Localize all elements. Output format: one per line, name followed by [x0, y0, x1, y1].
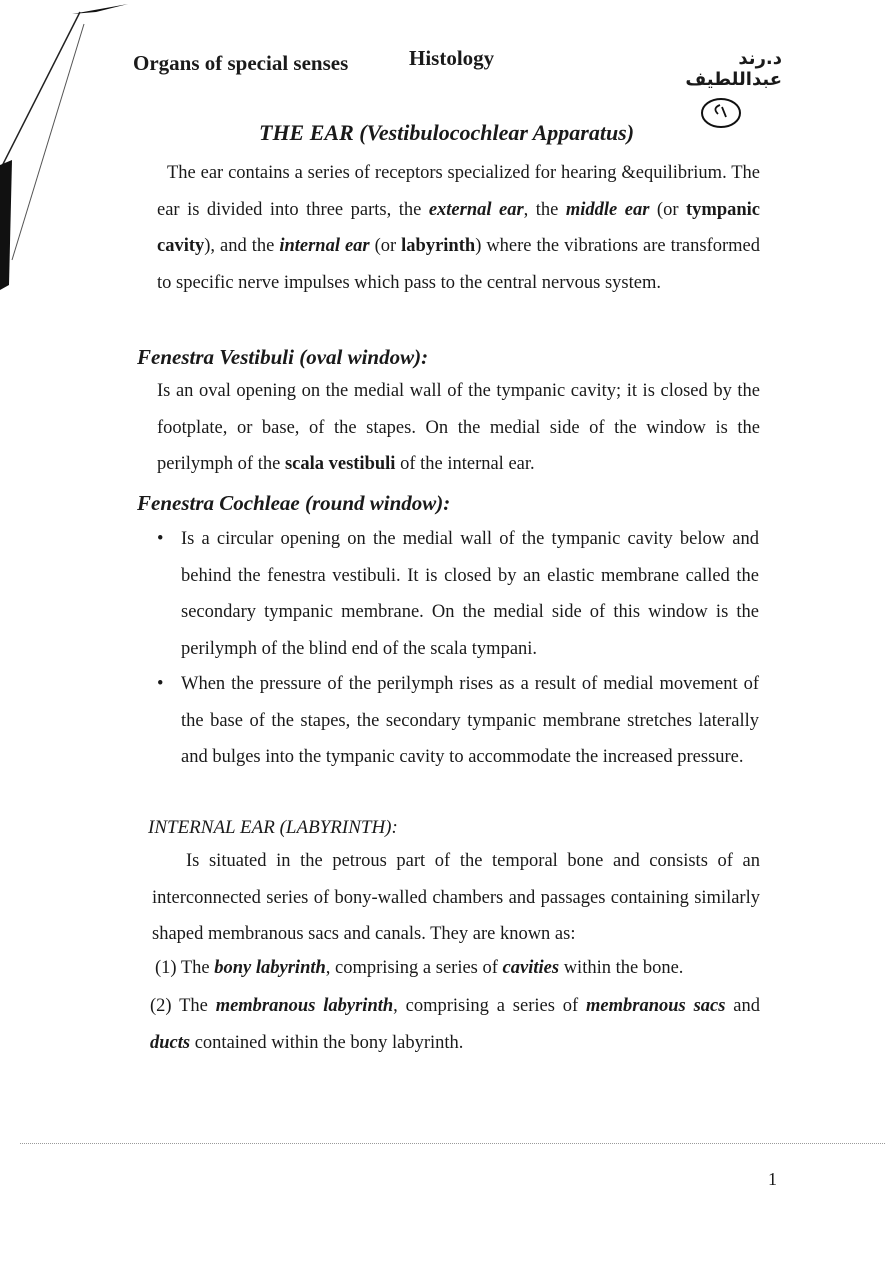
item-text: contained within the bony labyrinth.: [190, 1032, 464, 1053]
list-item-bony-labyrinth: [155, 958, 683, 979]
term-external-ear: external ear: [428, 199, 524, 220]
title-sub: Vestibulocochlear Apparatus: [366, 120, 627, 145]
title-main: THE EAR: [259, 120, 354, 145]
term-middle-ear: middle ear: [565, 199, 650, 220]
term-cavities: cavities: [502, 958, 560, 978]
heading-oval-window: Fenestra Vestibuli (oval window):: [137, 345, 429, 369]
item-text: , comprising a series of: [325, 958, 503, 978]
heading-round-window: Fenestra Cochleae (round window):: [137, 491, 451, 515]
intro-text: , the: [523, 199, 566, 220]
term-labyrinth: labyrinth: [401, 236, 476, 256]
oval-text: of the internal ear.: [395, 454, 535, 474]
intro-text: (or: [369, 236, 402, 256]
bullet-text: On the medial side of this window is the perilymph of the blind end of the: [181, 602, 759, 659]
term-tympanic-cavity: tympanic cavity: [157, 199, 760, 256]
bullet-icon: •: [157, 529, 164, 549]
round-window-bullet-1: [157, 521, 759, 667]
item-text: (2) The: [150, 996, 216, 1016]
oval-window-paragraph: [157, 373, 760, 483]
page-number: 1: [768, 1169, 777, 1189]
term-bony-labyrinth: bony labyrinth: [214, 958, 326, 978]
scan-edge-artifact: [0, 0, 140, 300]
term-internal-ear: internal ear: [279, 236, 370, 256]
term-membranous-sacs: membranous sacs: [586, 996, 726, 1016]
bullet-icon: •: [157, 674, 164, 694]
scan-dotted-line: [20, 1143, 885, 1144]
intro-text: (or: [649, 199, 686, 220]
heading-internal-ear: INTERNAL EAR (LABYRINTH):: [148, 817, 398, 838]
header-subject: Histology: [409, 46, 495, 70]
intro-text: The ear contains a series of receptors specialized for hearing &equilibrium. The ear is divided into three parts, the: [157, 163, 760, 220]
term-secondary-tympanic-membrane: secondary tympanic membrane.: [181, 602, 424, 622]
oval-text: Is an oval opening on the medial wall of the tympanic cavity; it is closed by the footplate, or base, of the stapes. On the medial side of the window is the perilymph of the: [157, 381, 760, 474]
item-text: and: [725, 996, 760, 1016]
handwritten-mark-icon: [698, 95, 744, 131]
item-text: within the bone.: [559, 958, 684, 978]
round-window-bullet-2: [157, 666, 759, 776]
term-scala-vestibuli: scala vestibuli: [284, 454, 396, 474]
list-item-membranous-labyrinth: [150, 988, 760, 1061]
header-topic: Organs of special senses: [133, 51, 349, 75]
term-scala-tympani: scala tympani.: [430, 638, 538, 659]
header-author: د.رند عبداللطيف: [685, 48, 782, 90]
intro-text: ), and the: [204, 236, 280, 256]
item-text: (1) The: [155, 958, 215, 978]
item-text: , comprising a series of: [393, 996, 587, 1016]
page-title: THE EAR (Vestibulocochlear Apparatus): [259, 120, 635, 145]
bullet-text: Is a circular opening on the medial wall of the tympanic cavity below and behind the fenestra vestibuli. It is closed by an elastic membrane called the: [181, 529, 759, 586]
intro-paragraph: [157, 155, 760, 301]
internal-ear-paragraph: Is situated in the petrous part of the temporal bone and consists of an interconnected series of bony-walled chambers and passages containing similarly shaped membranous sacs and canals. They are known as:: [152, 851, 760, 944]
term-membranous-labyrinth: membranous labyrinth: [215, 996, 394, 1016]
bullet-text: When the pressure of the perilymph rises as a result of medial movement of the base of the stapes, the secondary tympanic membrane stretches laterally and bulges into the tympanic cavity to accommodate the increased pressure.: [181, 674, 759, 767]
term-ducts: ducts: [150, 1032, 191, 1053]
intro-text: ) where the vibrations are transformed to specific nerve impulses which pass to the central nervous system.: [157, 236, 760, 293]
